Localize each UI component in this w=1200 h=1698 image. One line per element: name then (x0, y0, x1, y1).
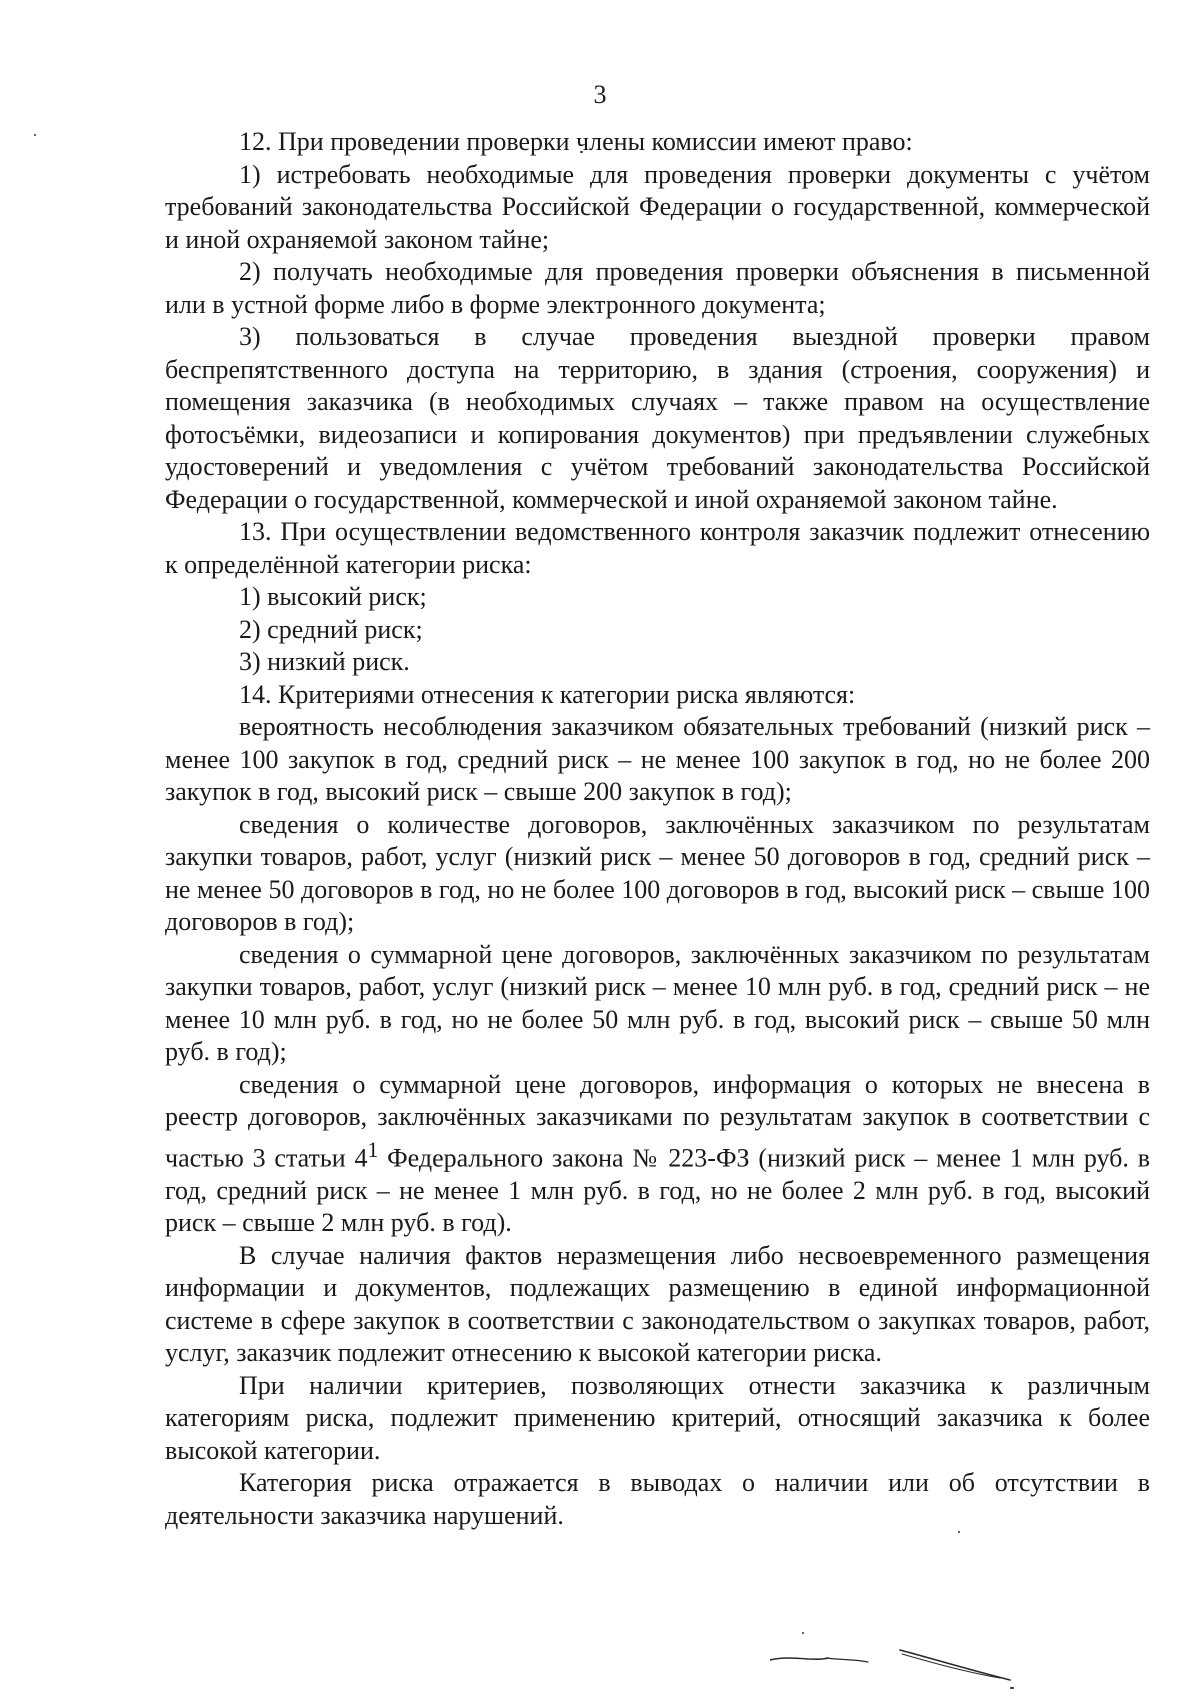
risk-category-conclusion: Категория риска отражается в выводах о наличии или об отсутствии в деятельности заказчика нарушений. (165, 1468, 1150, 1530)
risk-level-high: 1) высокий риск; (239, 582, 427, 611)
criterion-text-start: сведения о суммарной цене договоров, информация о которых не внесена в реестр договоров, заключённых заказчиками по результатам закупок в соответствии с частью 3 статьи 4 (165, 1069, 1150, 1173)
paragraph-12: 12. При проведении проверки члены комиссии имеют право: (239, 127, 913, 156)
document-body (165, 126, 1150, 1556)
criterion-procurement-count: вероятность несоблюдения заказчиком обязательных требований (низкий риск – менее 100 закупок в год, средний риск – не менее 100 закупок в год, но не более 200 закупок в год, высокий риск – свыше 200 закупок в год); (165, 712, 1150, 806)
risk-level-medium: 2) средний риск; (239, 614, 423, 644)
paragraph-12-item-1: 1) истребовать необходимые для проведения проверки документы с учётом требований законодательства Российской Федерации о государственной, коммерческой и иной охраняемой законом тайне; (165, 159, 1150, 254)
risk-level-low: 3) низкий риск. (239, 647, 410, 676)
page-number: 3 (593, 80, 607, 109)
criterion-text-end: Федерального закона № 223-ФЗ (низкий риск – менее 1 млн руб. в год, средний риск – не менее 1 млн руб. в год, но не более 2 млн руб. в год, высокий риск – свыше 2 млн руб. в год). (165, 1143, 1150, 1238)
paragraph-12-item-2: 2) получать необходимые для проведения проверки объяснения в письменной или в устной форме либо в форме электронного документа; (165, 257, 1150, 319)
handwritten-mark (770, 1640, 1030, 1690)
paragraph-13: 13. При осуществлении ведомственного контроля заказчик подлежит отнесению к определённой категории риска: (165, 517, 1150, 579)
article-superscript: 1 (367, 1137, 379, 1162)
paragraph-14: 14. Критериями отнесения к категории риска являются: (239, 679, 856, 709)
non-placement-rule: В случае наличия фактов неразмещения либо несвоевременного размещения информации и документов, подлежащих размещению в единой информационной системе в сфере закупок в соответствии с законодательством о закупках товаров, работ, услуг, заказчик подлежит отнесению к высокой категории риска. (165, 1240, 1150, 1368)
criterion-contract-sum: сведения о суммарной цене договоров, заключённых заказчиком по результатам закупки товаров, работ, услуг (низкий риск – менее 10 млн руб. в год, средний риск – не менее 10 млн руб. в год, но не более 50 млн руб. в год, высокий риск – свыше 50 млн руб. в год); (165, 939, 1150, 1066)
paragraph-12-item-3: 3) пользоваться в случае проведения выездной проверки правом беспрепятственного доступа на территорию, в здания (строения, сооружения) и помещения заказчика (в необходимых случаях – также правом на осуществление фотосъёмки, видеозаписи и копирования документов) при предъявлении служебных удостоверений и уведомления с учётом требований законодательства Российской Федерации о государственной, коммерческой и иной охраняемой законом тайне. (165, 322, 1150, 514)
criterion-contract-count: сведения о количестве договоров, заключённых заказчиком по результатам закупки товаров, работ, услуг (низкий риск – менее 50 договоров в год, средний риск – не менее 50 договоров в год, но не более 100 договоров в год, высокий риск – свыше 100 договоров в год); (165, 809, 1150, 936)
criterion-unregistered-contracts (165, 1069, 1150, 1240)
scan-speck (802, 1632, 804, 1634)
multiple-criteria-rule: При наличии критериев, позволяющих отнести заказчика к различным категориям риска, подлежит применению критерий, относящий заказчика к более высокой категории. (165, 1370, 1150, 1465)
scan-speck (34, 134, 36, 136)
